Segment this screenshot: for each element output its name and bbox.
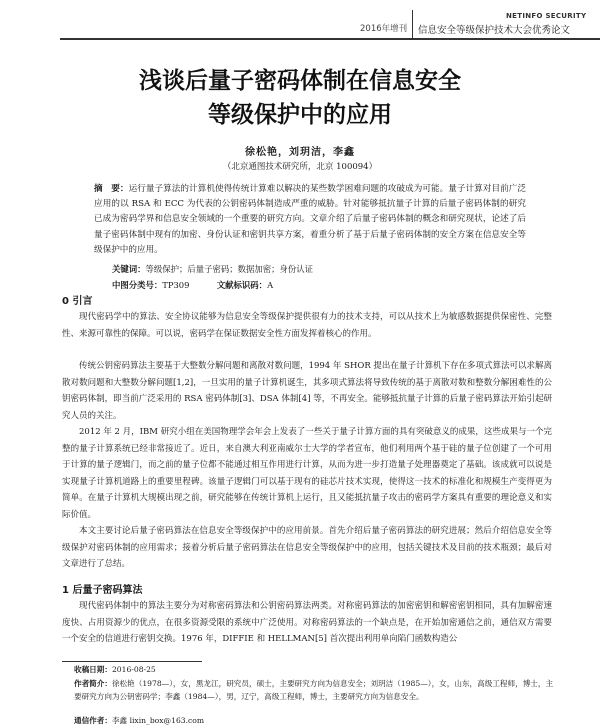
paper-title-line-2: 等级保护中的应用 bbox=[208, 102, 392, 128]
header-rule bbox=[60, 38, 600, 40]
section-heading-pq-algorithms: 1 后量子密码算法 bbox=[62, 585, 143, 596]
doc-code-label: 文献标识码： bbox=[216, 280, 268, 290]
affiliation: （北京通图技术研究所，北京 100094） bbox=[222, 162, 378, 172]
abstract bbox=[94, 182, 526, 258]
footnote-rule bbox=[62, 661, 202, 662]
header-conference: 信息安全等级保护技术大会优秀论文 bbox=[418, 25, 571, 36]
classification bbox=[112, 279, 273, 291]
keywords-text: 等级保护；后量子密码；数据加密；身份认证 bbox=[145, 264, 313, 274]
body-paragraph: 传统公钥密码算法主要基于大整数分解问题和离散对数问题，1994 年 SHOR 提出在量子计算机下存在多项式算法可以求解离散对数问题和大整数分解问题[1,2]，一旦实用的量子计算机诞生，其多项式算法将导致传统的基于离散对数和整数分解困难性的公钥密码体制，即当前广泛采用的 RSA 密码体制[3]、DSA 体制[4] 等，不再安全。能够抵抗量子计算的后量子密码算法开始引起研究人员的关注。 bbox=[62, 361, 552, 421]
paper-title-line-1: 浅谈后量子密码体制在信息安全 bbox=[139, 68, 461, 94]
abstract-label: 摘 要： bbox=[94, 184, 129, 194]
footnote-author-bio bbox=[74, 678, 554, 703]
contact-text: 李鑫 lixin_box@163.com bbox=[111, 716, 205, 725]
header-year-issue: 2016年增刊 bbox=[360, 24, 408, 34]
section-heading-introduction: 0 引言 bbox=[62, 296, 93, 307]
journal-logo: NETINFO SECURITY bbox=[506, 12, 587, 20]
contact-label: 通信作者： bbox=[74, 716, 112, 725]
keywords-label: 关键词： bbox=[112, 264, 146, 274]
received-label: 收稿日期： bbox=[74, 665, 112, 674]
abstract-text: 运行量子算法的计算机使得传统计算难以解决的某些数学困难问题的攻破成为可能。量子计算对目前广泛应用的以 RSA 和 ECC 为代表的公钥密码体制造成严重的威胁。针对能够抵抗量子计算的后量子密码体制的研究已成为密码学界和信息安全领域的一个重要的研究方向。文章介绍了后量子密码体制的概念和研究现状，论述了后量子密码体制中现有的加密、身份认证和密钥共享方案，着重分析了基于后量子密码体制的安全方案在信息安全等级保护中的应用。 bbox=[94, 184, 526, 255]
body-paragraph: 本文主要讨论后量子密码算法在信息安全等级保护中的应用前景。首先介绍后量子密码算法的研究进展；然后介绍信息安全等级保护对密码体制的应用需求；接着分析后量子密码算法在信息安全等级保护中的应用，包括关键技术及目前的技术瓶颈；最后对文章进行了总结。 bbox=[62, 526, 552, 570]
footnote-contact bbox=[74, 715, 554, 728]
clc-code: TP309 bbox=[162, 280, 190, 290]
keywords bbox=[112, 263, 313, 275]
running-header bbox=[0, 0, 600, 40]
body-paragraph: 2012 年 2 月，IBM 研究小组在美国物理学会年会上发表了一些关于量子计算方面的具有突破意义的成果，这些成果与一个完整的量子计算系统已经非常接近了。近日，来自澳大利亚南威尔士大学的学者宣布，他们利用两个基于硅的量子位创建了一个可用于计算的量子逻辑门，而之前的量子位都不能通过相互作用进行计算，从而为进一步打造量子处理器奠定了基础。该成就可以说是实现量子计算机道路上的重要里程碑。该量子逻辑门可以基于现有的硅芯片技术实现，使得这一技术的标准化和规模生产变得更为简单。在量子计算机大规模出现之前，研究能够在传统计算机上运行，且又能抵抗量子攻击的密码学方案具有重要的理论意义和实际价值。 bbox=[62, 427, 552, 520]
doc-code: A bbox=[267, 280, 274, 290]
clc-label: 中图分类号： bbox=[112, 280, 163, 290]
bio-label: 作者简介： bbox=[74, 679, 112, 688]
received-date: 2016-08-25 bbox=[111, 665, 156, 674]
body-paragraph: 现代密码学中的算法、安全协议能够为信息安全等级保护提供很有力的技术支持，可以从技术上为敏感数据提供保密性、完整性、来源可靠性的保障。可以说，密码学在保证数据安全性方面发挥着核心的作用。 bbox=[62, 312, 552, 339]
footnote-received bbox=[74, 664, 554, 677]
bio-text: 徐松艳（1978—），女，黑龙江，研究员，硕士，主要研究方向为信息安全；刘玥洁（1985—），女，山东，高级工程师，博士，主要研究方向为公钥密码学；李鑫（1984—），男，辽宁，高级工程师，博士，主要研究方向为信息安全。 bbox=[74, 679, 554, 701]
body-paragraph: 现代密码体制中的算法主要分为对称密码算法和公钥密码算法两类。对称密码算法的加密密钥和解密密钥相同，具有加解密速度快、占用资源少的优点，在很多资源受限的系统中广泛使用。对称密码算法的一个缺点是，在开始加密通信之前，通信双方需要一个安全的信道进行密钥交换。1976 年，DIFFIE 和 HELLMAN[5] 首次提出利用单向陷门函数构造公 bbox=[62, 601, 552, 645]
authors: 徐松艳，刘玥洁，李鑫 bbox=[245, 147, 355, 158]
